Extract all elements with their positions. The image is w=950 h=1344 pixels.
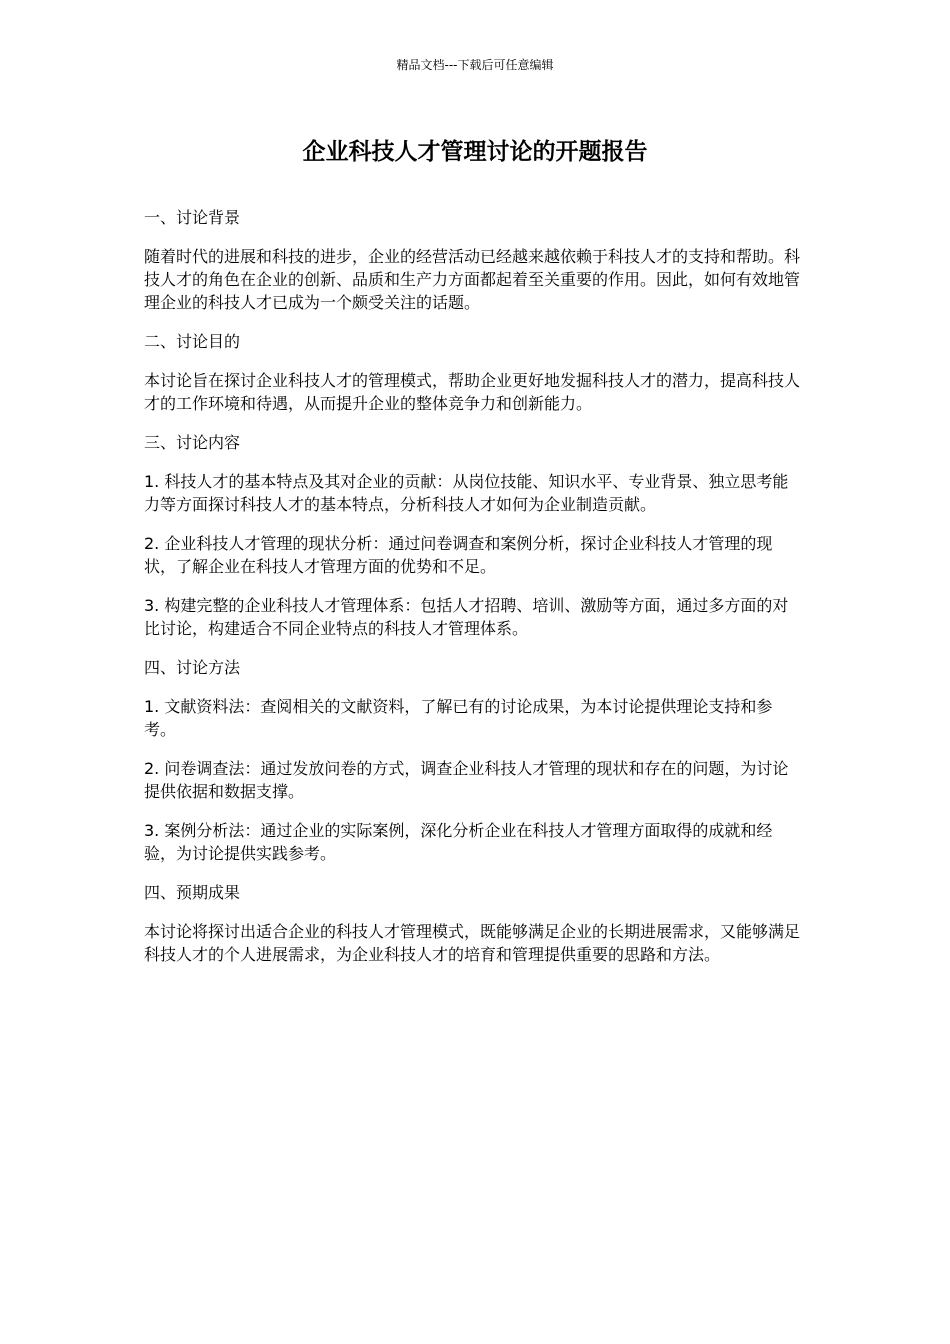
content-item: 1. 科技人才的基本特点及其对企业的贡献：从岗位技能、知识水平、专业背景、独立思考能力等方面探讨科技人才的基本特点，分析科技人才如何为企业制造贡献。: [144, 472, 789, 514]
section-heading-methods: 四、讨论方法: [144, 658, 241, 677]
section-heading-background: 一、讨论背景: [144, 208, 241, 227]
document-body: [144, 206, 804, 982]
section-heading-purpose: 二、讨论目的: [144, 332, 241, 351]
method-item: 2. 问卷调查法：通过发放问卷的方式，调查企业科技人才管理的现状和存在的问题，为讨论提供依据和数据支撑。: [144, 759, 789, 801]
document-title: 企业科技人才管理讨论的开题报告: [302, 139, 648, 165]
content-item: 3. 构建完整的企业科技人才管理体系：包括人才招聘、培训、激励等方面，通过多方面的对比讨论，构建适合不同企业特点的科技人才管理体系。: [144, 596, 789, 638]
section-text-outcomes: 本讨论将探讨出适合企业的科技人才管理模式，既能够满足企业的长期进展需求，又能够满足科技人才的个人进展需求，为企业科技人才的培育和管理提供重要的思路和方法。: [144, 922, 801, 964]
method-item: 3. 案例分析法：通过企业的实际案例，深化分析企业在科技人才管理方面取得的成就和经验，为讨论提供实践参考。: [144, 821, 773, 863]
section-text-purpose: 本讨论旨在探讨企业科技人才的管理模式，帮助企业更好地发掘科技人才的潜力，提高科技人才的工作环境和待遇，从而提升企业的整体竞争力和创新能力。: [144, 371, 801, 413]
section-heading-outcomes: 四、预期成果: [144, 883, 241, 902]
method-item: 1. 文献资料法：查阅相关的文献资料，了解已有的讨论成果，为本讨论提供理论支持和参考。: [144, 697, 773, 739]
header-note: 精品文档---下载后可任意编辑: [396, 58, 554, 72]
section-heading-content: 三、讨论内容: [144, 433, 241, 452]
content-item: 2. 企业科技人才管理的现状分析：通过问卷调查和案例分析，探讨企业科技人才管理的现状，了解企业在科技人才管理方面的优势和不足。: [144, 534, 773, 576]
section-text-background: 随着时代的进展和科技的进步，企业的经营活动已经越来越依赖于科技人才的支持和帮助。科技人才的角色在企业的创新、品质和生产力方面都起着至关重要的作用。因此，如何有效地管理企业的科技人才已成为一个颇受关注的话题。: [144, 247, 801, 312]
